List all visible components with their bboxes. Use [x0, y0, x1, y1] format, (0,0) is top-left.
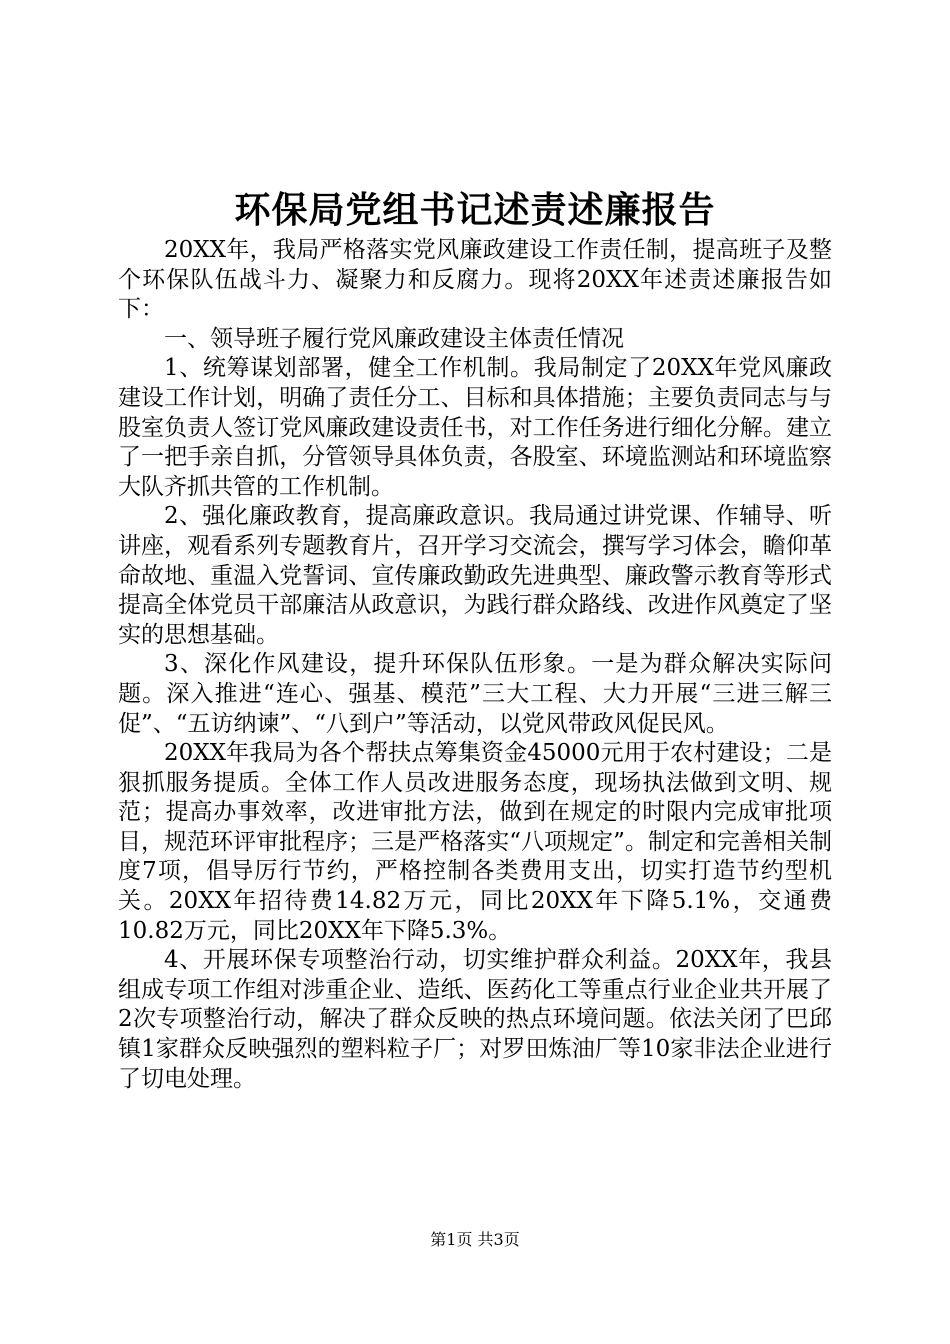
document-body	[118, 236, 832, 1094]
paragraph-item-2: 2、强化廉政教育，提高廉政意识。我局通过讲党课、作辅导、听讲座，观看系列专题教育片，召开学习交流会，撰写学习体会，瞻仰革命故地、重温入党誓词、宣传廉政勤政先进典型、廉政警示教育等形式提高全体党员干部廉洁从政意识，为践行群众路线、改进作风奠定了坚实的思想基础。	[118, 503, 832, 648]
page-footer: 第1页 共3页	[430, 1230, 520, 1249]
paragraph-intro: 20XX年，我局严格落实党风廉政建设工作责任制，提高班子及整个环保队伍战斗力、凝聚力和反腐力。现将20XX年述责述廉报告如下：	[118, 237, 832, 323]
paragraph-item-1: 1、统筹谋划部署，健全工作机制。我局制定了20XX年党风廉政建设工作计划，明确了责任分工、目标和具体措施；主要负责同志与与股室负责人签订党风廉政建设责任书，对工作任务进行细化分解。建立了一把手亲自抓，分管领导具体负责，各股室、环境监测站和环境监察大队齐抓共管的工作机制。	[118, 355, 832, 500]
paragraph-item-3: 3、深化作风建设，提升环保队伍形象。一是为群众解决实际问题。深入推进“连心、强基、模范”三大工程、大力开展“三进三解三促”、“五访纳谏”、“八到户”等活动，以党风带政风促民风。	[118, 651, 832, 737]
section-heading: 一、领导班子履行党风廉政建设主体责任情况	[164, 325, 624, 352]
paragraph-item-4: 4、开展环保专项整治行动，切实维护群众利益。20XX年，我县组成专项工作组对涉重企业、造纸、医药化工等重点行业企业共开展了2次专项整治行动，解决了群众反映的热点环境问题。依法关闭了巴邱镇1家群众反映强烈的塑料粒子厂；对罗田炼油厂等10家非法企业进行了切电处理。	[118, 947, 832, 1092]
document-title: 环保局党组书记述责述廉报告	[234, 189, 716, 231]
paragraph-item-3-continued: 20XX年我局为各个帮扶点筹集资金45000元用于农村建设；二是狠抓服务提质。全体工作人员改进服务态度，现场执法做到文明、规范；提高办事效率，改进审批方法，做到在规定的时限内完成审批项目，规范环评审批程序；三是严格落实“八项规定”。制定和完善相关制度7项，倡导厉行节约，严格控制各类费用支出，切实打造节约型机关。20XX年招待费14.82万元，同比20XX年下降5.1%，交通费10.82万元，同比20XX年下降5.3%。	[118, 740, 832, 944]
